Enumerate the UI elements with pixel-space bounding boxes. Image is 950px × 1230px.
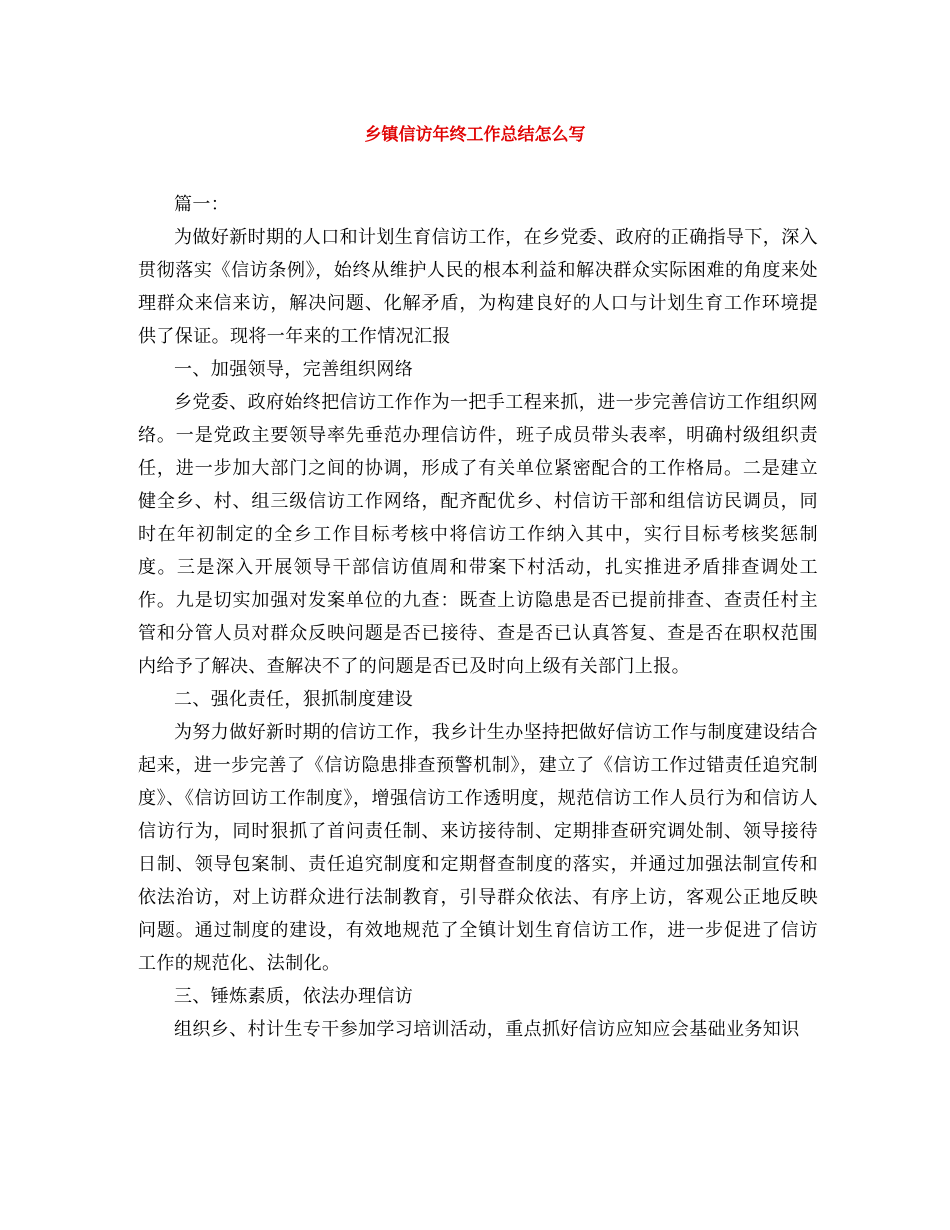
section-heading-1: 一、加强领导，完善组织网络 — [174, 359, 414, 380]
document-title: 乡镇信访年终工作总结怎么写 — [364, 125, 586, 145]
section-heading-2: 二、强化责任，狠抓制度建设 — [174, 689, 414, 710]
section-2-paragraph: 为努力做好新时期的信访工作，我乡计生办坚持把做好信访工作与制度建设结合起来，进一步完善了《信访隐患排查预警机制》，建立了《信访工作过错责任追究制度》、《信访回访工作制度》，增强信访工作透明度，规范信访工作人员行为和信访人信访行为，同时狠抓了首问责任制、来访接待制、定期排查研究调处制、领导接待日制、领导包案制、责任追究制度和定期督查制度的落实，并通过加强法制宣传和依法治访，对上访群众进行法制教育，引导群众依法、有序上访，客观公正地反映问题。通过制度的建设，有效地规范了全镇计划生育信访工作，进一步促进了信访工作的规范化、法制化。 — [138, 722, 818, 974]
section-heading-part-one: 篇一： — [174, 194, 230, 215]
section-3-paragraph: 组织乡、村计生专干参加学习培训活动，重点抓好信访应知应会基础业务知识 — [174, 1019, 800, 1040]
section-heading-3: 三、锤炼素质，依法办理信访 — [174, 986, 414, 1007]
intro-paragraph: 为做好新时期的人口和计划生育信访工作，在乡党委、政府的正确指导下，深入贯彻落实《信访条例》，始终从维护人民的根本利益和解决群众实际困难的角度来处理群众来信来访，解决问题、化解矛盾，为构建良好的人口与计划生育工作环境提供了保证。现将一年来的工作情况汇报 — [138, 227, 818, 347]
document-body — [138, 188, 818, 1046]
section-1-paragraph: 乡党委、政府始终把信访工作作为一把手工程来抓，进一步完善信访工作组织网络。一是党政主要领导率先垂范办理信访件，班子成员带头表率，明确村级组织责任，进一步加大部门之间的协调，形成了有关单位紧密配合的工作格局。二是建立健全乡、村、组三级信访工作网络，配齐配优乡、村信访干部和组信访民调员，同时在年初制定的全乡工作目标考核中将信访工作纳入其中，实行目标考核奖惩制度。三是深入开展领导干部信访值周和带案下村活动，扎实推进矛盾排查调处工作。九是切实加强对发案单位的九查：既查上访隐患是否已提前排查、查责任村主管和分管人员对群众反映问题是否已接待、查是否已认真答复、查是否在职权范围内给予了解决、查解决不了的问题是否已及时向上级有关部门上报。 — [138, 392, 818, 677]
